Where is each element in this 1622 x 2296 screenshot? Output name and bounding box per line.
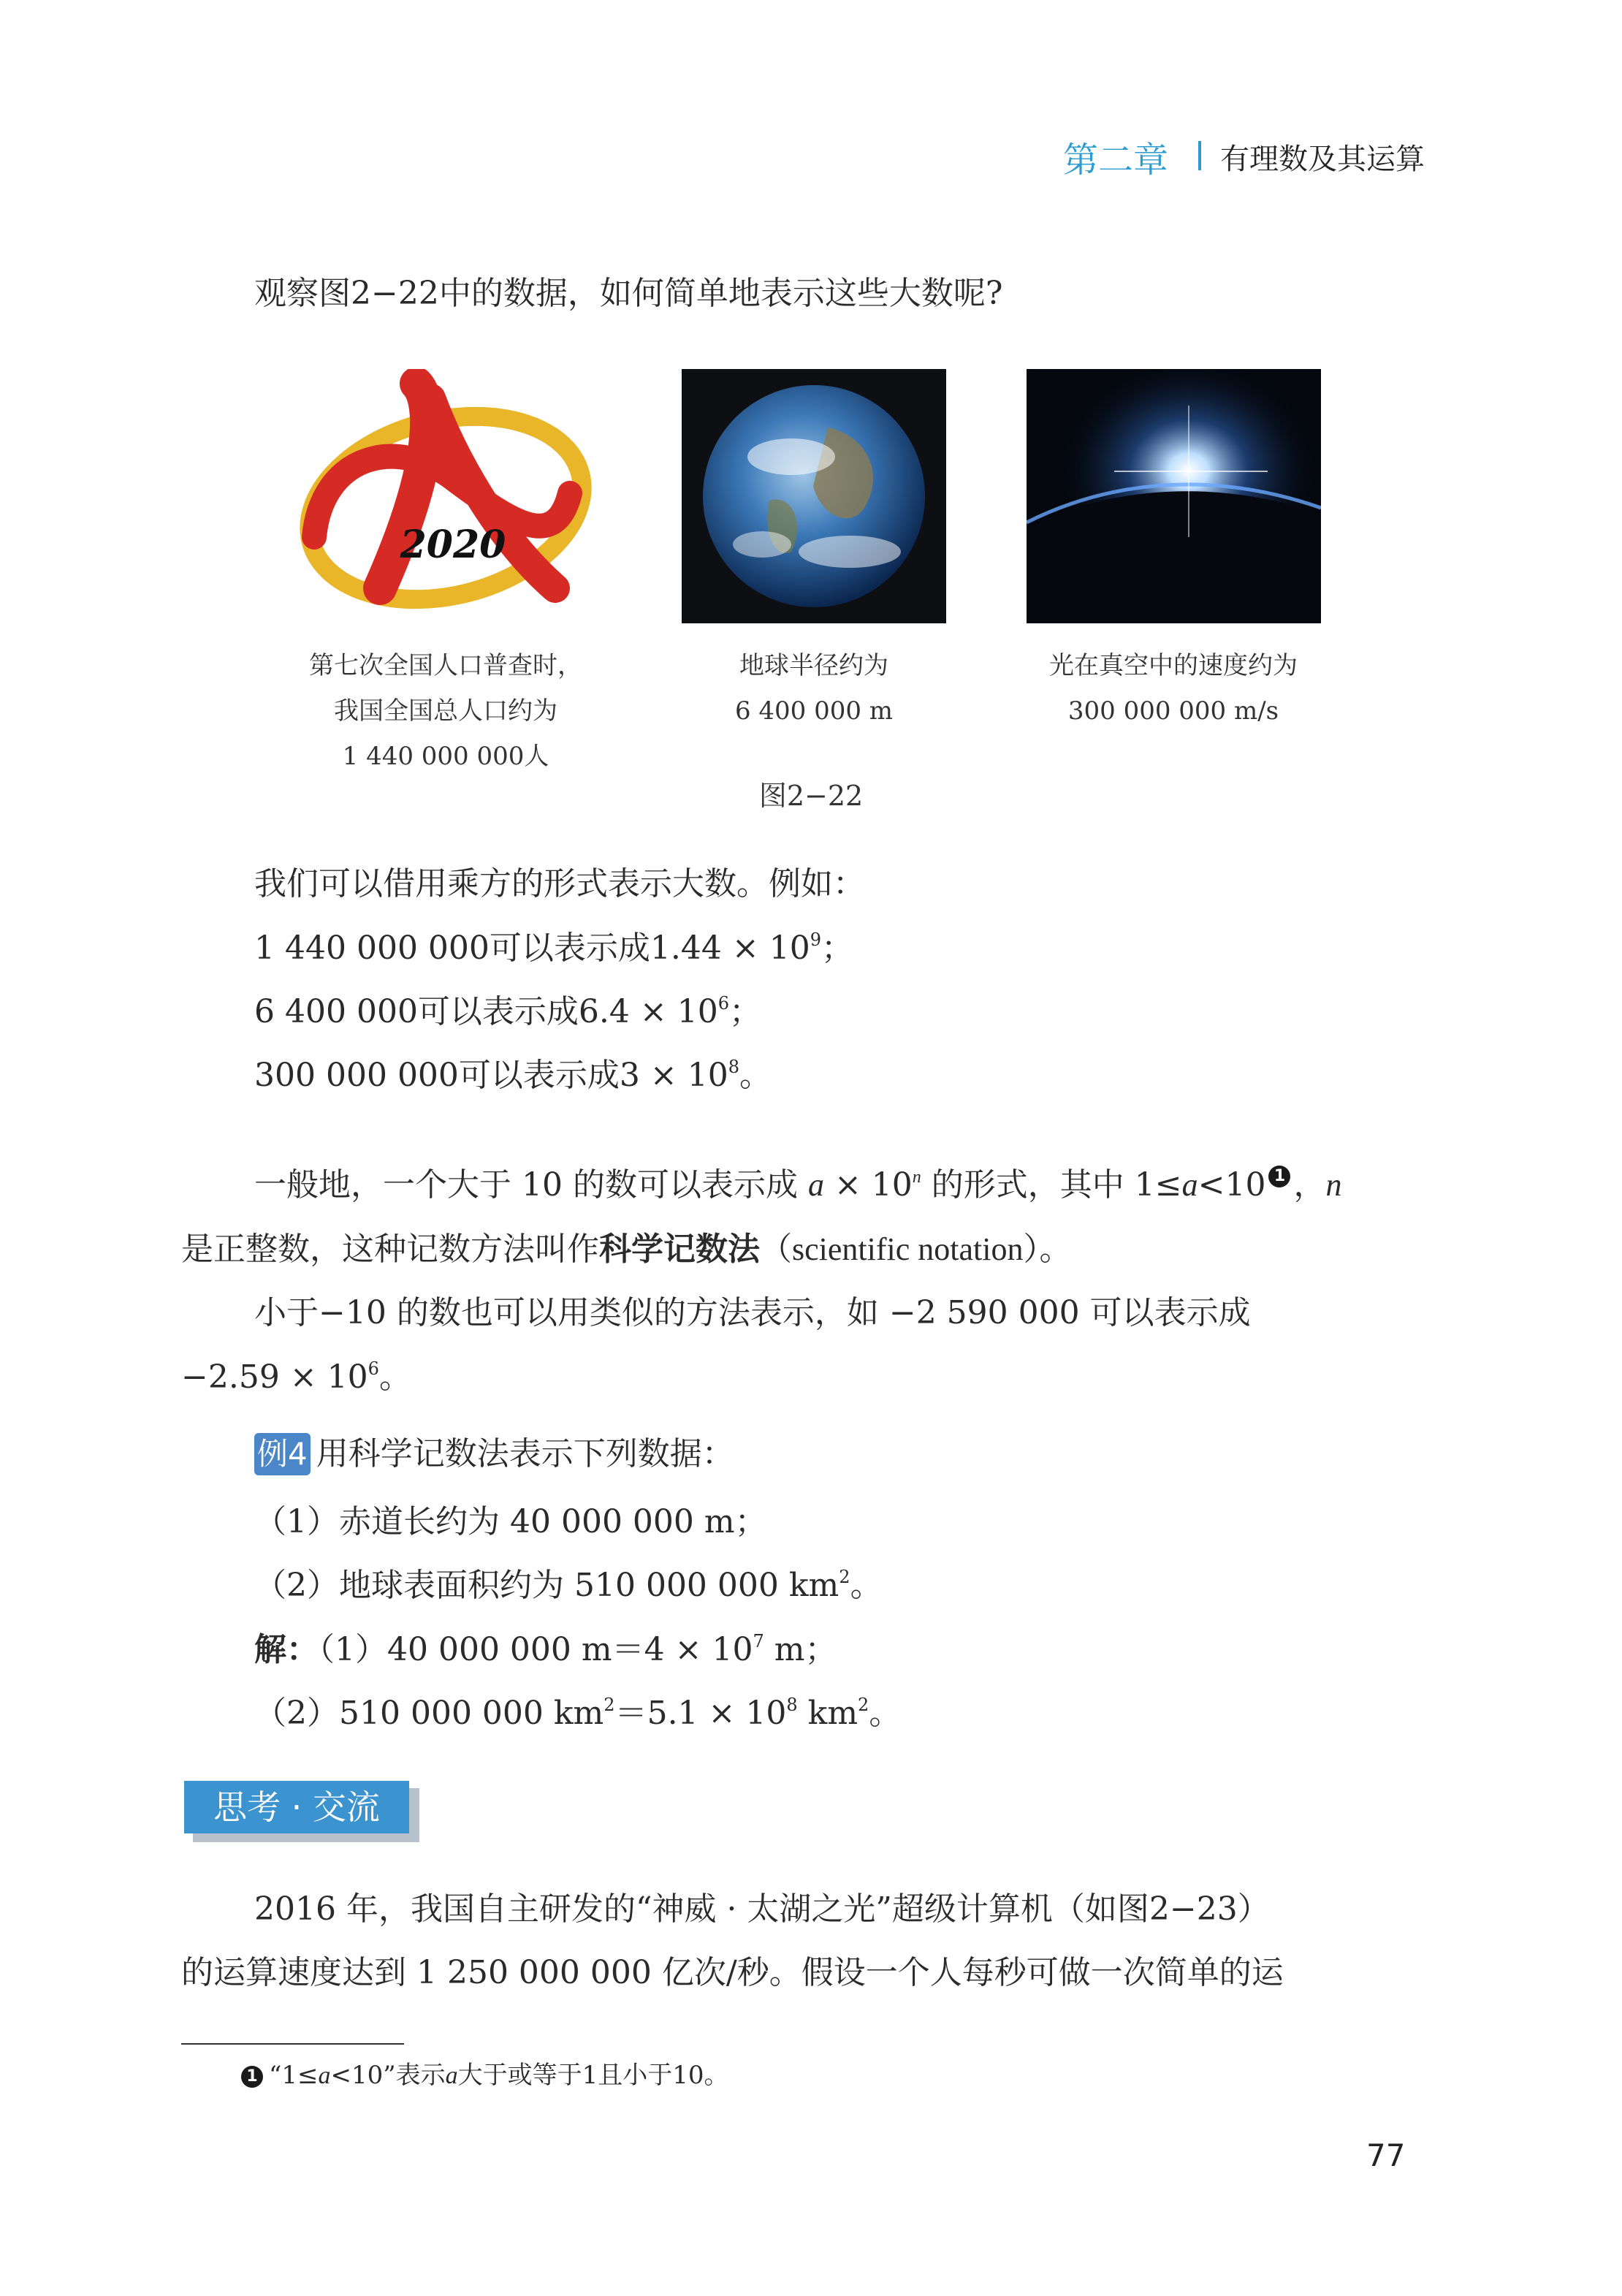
power-example-2: 6 400 000可以表示成$6.4 \times 10^6$； [254,993,762,1030]
negatives-line-1: 小于−10 的数也可以用类似的方法表示，如 −2 590 000 可以表示成 [254,1294,1251,1331]
caption-earth-line2: 6 400 000 m [734,696,894,726]
think-line-1: 2016 年，我国自主研发的“神威 · 太湖之光”超级计算机（如图2−23） [254,1890,1270,1928]
example-question-1: （1）赤道长约为 40 000 000 m； [254,1503,767,1540]
power-example-1: 1 440 000 000可以表示成$1.44 \times 10^9$； [254,930,853,967]
solution-label: 解： [254,1631,319,1668]
example-4-heading: 例4 用科学记数法表示下列数据： [254,1432,734,1476]
figure-caption: 图2−22 [758,780,864,812]
powers-lead: 我们可以借用乘方的形式表示大数。例如： [254,865,865,902]
intro-question: 观察图2−22中的数据，如何简单地表示这些大数呢? [254,275,1003,312]
think-line-2: 的运算速度达到 1 250 000 000 亿次/秒。假设一个人每秒可做一次简单的运 [181,1954,1284,1991]
solution-2: （2）510 000 000 $km^2=5.1 \times 10^8$ $km^2$。 [254,1695,902,1732]
footnote-rule [181,2043,404,2045]
power-example-3: 300 000 000可以表示成$3 \times 10^8$。 [254,1057,772,1094]
chapter-label: 第二章 [1063,140,1169,180]
caption-census-line3: 1 440 000 000人 [342,742,549,771]
page-number: 77 [1366,2137,1406,2173]
earth-image [682,369,946,623]
negatives-line-2: $-2.59 \times 10^6$。 [181,1358,411,1396]
example-question-2: （2）地球表面积约为 510 000 000 $km^2$。 [254,1567,883,1604]
caption-light [1005,643,1341,734]
caption-census-line2: 我国全国总人口约为 [334,696,557,726]
footnote-marker[interactable]: 1 [1268,1166,1290,1187]
census-logo-image [292,369,599,623]
census-logo-year: 2020 [400,522,506,567]
definition-line-2: 是正整数，这种记数方法叫作科学记数法（scientific notation）。 [181,1231,1072,1268]
caption-earth [668,643,960,734]
think-discuss-title: 思考 · 交流 [184,1781,409,1833]
caption-light-line1: 光在真空中的速度约为 [1049,651,1298,680]
light-space-image [1027,369,1321,623]
section-title: 有理数及其运算 [1220,142,1425,176]
caption-census-line1: 第七次全国人口普查时， [309,651,582,680]
solution-1: 解：（1）40 000 000 $m=4 \times 10^7$ m； [254,1631,837,1668]
caption-census [278,643,614,779]
example-badge: 例4 [254,1433,311,1475]
scientific-notation-term: 科学记数法 [599,1231,760,1268]
footnote-number: 1 [241,2066,263,2088]
caption-light-line2: 300 000 000 m/s [1067,696,1279,726]
footnote: 1 “1≤a<10”表示a大于或等于1且小于10。 [241,2057,729,2094]
definition-line-1: 一般地，一个大于 10 的数可以表示成 $a \times 10^n$ 的形式，其中 1≤a<10 1 ，n [254,1166,1342,1204]
caption-earth-line1: 地球半径约为 [739,651,888,680]
think-discuss-box [184,1781,419,1842]
header-divider [1198,141,1201,170]
